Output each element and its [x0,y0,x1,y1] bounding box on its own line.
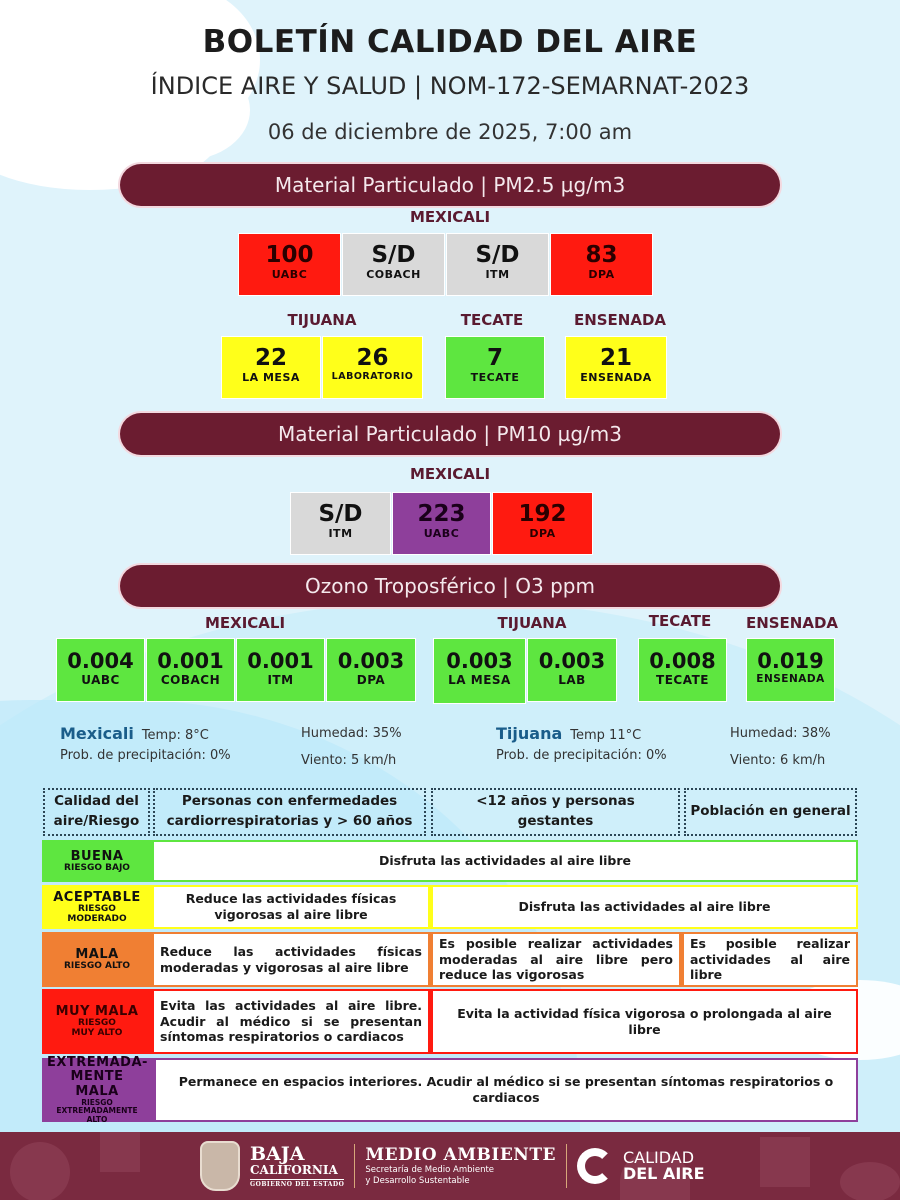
risk-cell: Disfruta las actividades al aire libre [433,887,856,927]
pm25-station-laboratorio [322,336,423,399]
pm10-banner: Material Particulado | PM10 µg/m3 [120,413,780,455]
risk-level-label [42,885,152,929]
risk-cell: Es posible realizar actividades moderadas al aire libre pero reduce las vigorosas [433,934,679,985]
logo-text: CALIFORNIA [250,1162,338,1177]
station-label: COBACH [160,673,221,687]
station-value: S/D [371,242,416,268]
station-label: TECATE [656,673,709,687]
station-value: 0.003 [337,649,405,673]
pm25-city-tijuana: TIJUANA [287,311,357,329]
station-value: S/D [318,501,363,527]
o3-station-uabc [56,638,145,702]
weather-temp: Temp 11°C [570,728,642,743]
pm10-city-mexicali: MEXICALI [409,465,491,483]
station-value: 100 [265,242,314,268]
station-label: ENSENADA [580,371,652,384]
footer-logos [200,1140,705,1192]
risk-level: ACEPTABLE [53,889,141,905]
station-value: 192 [518,501,567,527]
risk-level-label [42,989,152,1054]
pm25-station-la-mesa [221,336,321,399]
pm25-city-mexicali: MEXICALI [409,208,491,226]
station-value: 0.001 [247,649,314,673]
station-value: 0.004 [67,649,134,673]
weather-tijuana-wind: Viento: 6 km/h [730,753,826,768]
weather-mexicali-precip: Prob. de precipitación: 0% [60,748,231,763]
pm10-station-itm [290,492,391,555]
page-subtitle: ÍNDICE AIRE Y SALUD | NOM-172-SEMARNAT-2023 [150,72,750,100]
calidad-del-aire-icon [577,1148,613,1184]
weather-temp: Temp: 8°C [141,728,209,743]
divider [566,1144,567,1188]
o3-banner: Ozono Troposférico | O3 ppm [120,565,780,607]
logo-text: BAJA [250,1142,305,1165]
station-value: 0.003 [538,649,606,673]
baja-california-logo [250,1142,345,1188]
risk-cell: Evita la actividad física vigorosa o prolongada al aire libre [433,991,856,1052]
station-label: TECATE [470,371,520,384]
bulletin-date: 06 de diciembre de 2025, 7:00 am [267,120,633,144]
station-label: UABC [81,673,120,687]
o3-city-mexicali: MEXICALI [204,614,286,632]
table-header-children: <12 años y personas gestantes [431,788,680,836]
weather-city: Tijuana [496,724,563,743]
station-label: ENSENADA [756,673,825,685]
medio-ambiente-logo [365,1145,556,1187]
station-label: UABC [423,527,460,540]
pm25-city-tecate: TECATE [460,311,524,329]
station-value: 22 [254,345,287,371]
pm10-station-uabc [392,492,491,555]
weather-city: Mexicali [60,724,134,743]
risk-sub: RIESGO MUY ALTO [71,1018,123,1038]
logo-text: y Desarrollo Sustentable [365,1176,470,1186]
pm25-banner: Material Particulado | PM2.5 µg/m3 [120,164,780,206]
o3-station-lab [527,638,617,702]
pm25-station-dpa [550,233,653,296]
weather-mexicali-wind: Viento: 5 km/h [301,753,397,768]
station-label: LA MESA [448,673,511,687]
logo-text: Secretaría de Medio Ambiente [365,1164,495,1175]
footer-pattern [840,1162,900,1200]
station-value: 21 [599,345,632,371]
table-header-cardio: Personas con enfermedades cardiorrespiratorias y > 60 años [153,788,426,836]
station-value: 83 [585,242,618,268]
logo-text: GOBIERNO DEL ESTADO [250,1180,345,1188]
weather-mexicali-humidity: Humedad: 35% [301,726,402,741]
risk-level-label [42,840,152,882]
footer-pattern [760,1137,810,1187]
risk-level-label [42,932,152,987]
station-label: DPA [356,673,386,687]
logo-text: CALIDAD [622,1148,695,1167]
station-label: LABORATORIO [331,371,414,382]
risk-sub: RIESGO MODERADO [67,903,127,924]
calidad-del-aire-logo [623,1150,705,1182]
station-value: S/D [475,242,520,268]
risk-level: MALA [75,947,119,963]
station-value: 0.001 [157,649,224,673]
station-label: DPA [529,527,556,540]
station-value: 26 [356,345,389,371]
table-header-general: Población en general [684,788,857,836]
risk-level: BUENA [70,848,124,864]
o3-city-tecate: TECATE [648,612,712,630]
station-label: ITM [328,527,353,540]
weather-tijuana-humidity: Humedad: 38% [730,726,831,741]
o3-station-la-mesa [433,638,526,704]
station-label: DPA [588,268,615,281]
station-value: 0.003 [446,649,513,673]
logo-text: DEL AIRE [622,1164,705,1183]
logo-text: MEDIO AMBIENTE [365,1144,556,1165]
pm25-station-cobach [342,233,445,296]
pm25-station-tecate [445,336,545,399]
risk-cell: Evita las actividades al aire libre. Acudir al médico si se presentan síntomas respiratorios o cardiacos [154,991,428,1052]
o3-station-itm [236,638,325,702]
station-label: LAB [558,673,586,687]
station-value: 7 [486,345,503,371]
risk-level: EXTREMADA-MENTE MALA [47,1055,148,1099]
weather-mexicali-temp [60,724,209,743]
o3-city-ensenada: ENSENADA [745,614,839,632]
risk-sub: RIESGO ALTO [63,961,131,972]
station-value: 223 [417,501,466,527]
footer [0,1132,900,1200]
o3-station-tecate [638,638,727,702]
risk-cell: Reduce las actividades físicas vigorosas al aire libre [154,887,428,927]
risk-cell: Permanece en espacios interiores. Acudir al médico si se presentan síntomas respiratorios o cardiacos [156,1060,856,1120]
pm10-station-dpa [492,492,593,555]
o3-station-dpa [326,638,416,702]
o3-station-cobach [146,638,235,702]
o3-station-ensenada [746,638,835,702]
risk-level: MUY MALA [55,1004,139,1020]
o3-city-tijuana: TIJUANA [497,614,567,632]
risk-cell: Disfruta las actividades al aire libre [154,842,856,880]
weather-tijuana-precip: Prob. de precipitación: 0% [496,748,667,763]
risk-level-label [42,1055,152,1124]
risk-cell: Es posible realizar actividades al aire libre [684,934,856,985]
divider [354,1144,355,1188]
station-label: UABC [271,268,308,281]
station-value: 0.019 [757,649,824,673]
footer-pattern [10,1142,70,1200]
pm25-station-uabc [238,233,341,296]
station-label: ITM [485,268,510,281]
station-label: ITM [267,673,294,687]
station-label: COBACH [366,268,421,281]
weather-tijuana-temp [496,724,641,743]
risk-sub: RIESGO EXTREMADAMENTE ALTO [56,1098,138,1124]
pm25-city-ensenada: ENSENADA [573,311,667,329]
baja-california-shield-icon [200,1141,240,1191]
page-title: BOLETÍN CALIDAD DEL AIRE [202,24,698,60]
station-label: LA MESA [242,371,300,384]
pm25-station-ensenada [565,336,667,399]
station-value: 0.008 [649,649,716,673]
risk-cell: Reduce las actividades físicas moderadas y vigorosas al aire libre [154,934,428,985]
pm25-station-itm [446,233,549,296]
footer-pattern [100,1132,140,1172]
risk-sub: RIESGO BAJO [64,862,130,873]
table-header-quality: Calidad del aire/Riesgo [43,788,150,836]
